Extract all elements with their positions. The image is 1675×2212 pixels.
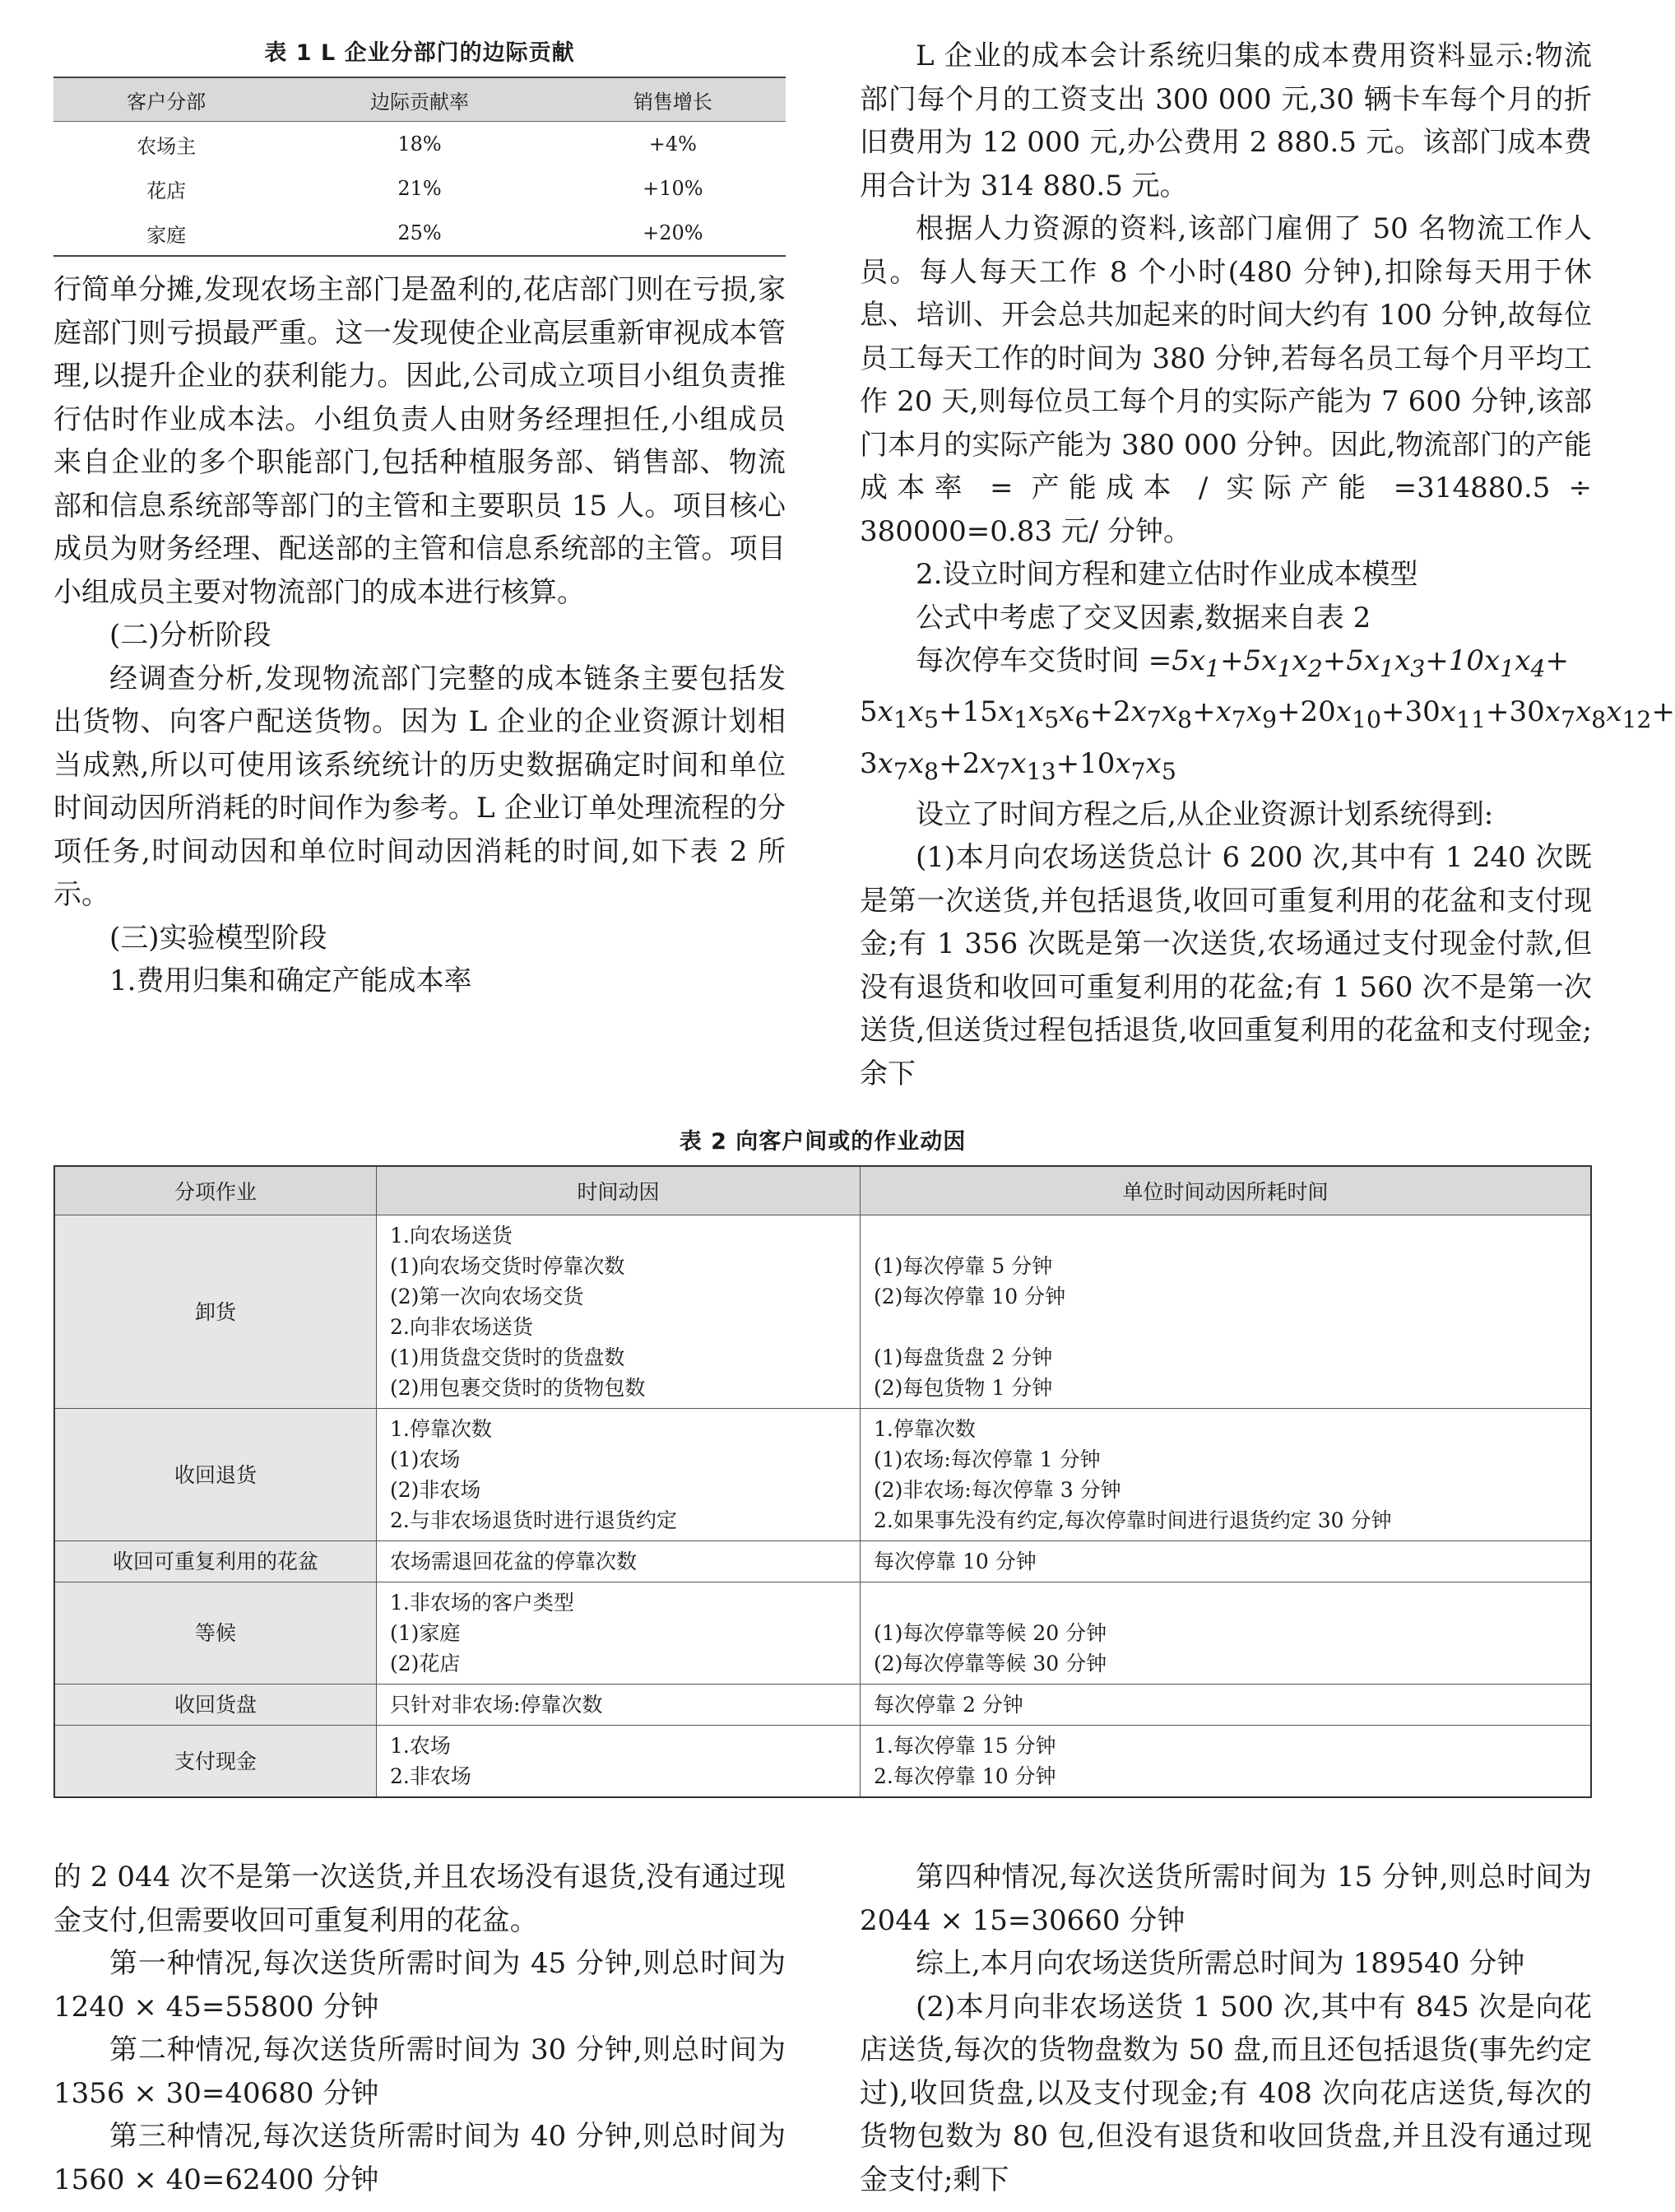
right-column-top (860, 35, 1675, 1095)
table2-time-line: (1)每次停靠 5 分钟 (874, 1254, 1053, 1278)
table1-cell: +4% (648, 132, 697, 156)
table2-time-cell (861, 1409, 1592, 1541)
equation-label: 每次停车交货时间 = (916, 644, 1172, 677)
body-paragraph: 公式中考虑了交叉因素,数据来自表 2 (916, 601, 1371, 634)
table1 (53, 77, 786, 257)
body-paragraph: 综上,本月向农场送货所需总时间为 189540 分钟 (916, 1947, 1525, 1980)
table2-driver-line: (1)向农场交货时停靠次数 (390, 1254, 625, 1278)
body-paragraph: L 企业的成本会计系统归集的成本费用资料显示:物流部门每个月的工资支出 300 000 元,30 辆卡车每个月的折旧费用为 12 000 元,办公费用 2 880.5 元。该部门成本费用合计为 314 880.5 元。 (860, 40, 1592, 202)
table2-time-line (874, 1587, 1577, 1618)
table1-cell: 花店 (146, 179, 187, 202)
table2-driver-cell (377, 1726, 861, 1798)
table1-cell: 21% (397, 177, 442, 200)
table2-time-line: 1.停靠次数 (874, 1417, 976, 1441)
table2-time-cell (861, 1685, 1592, 1726)
table-row (54, 1685, 1591, 1726)
section-heading: (二)分析阶段 (109, 619, 271, 652)
table-row (54, 1582, 1591, 1685)
table-row (54, 1726, 1591, 1798)
table1-header-cell: 销售增长 (560, 77, 786, 122)
table2-time-cell (861, 1582, 1592, 1685)
table2-driver-line: (2)非农场 (390, 1478, 481, 1502)
table2-driver-line: 2.与非农场退货时进行退货约定 (390, 1508, 677, 1532)
table-row (53, 122, 786, 167)
table1-cell: 25% (279, 211, 559, 256)
equation-terms-3: $3x_7x_8+2x_7x_{13}+10x_7x_5$ (860, 746, 1176, 785)
table2-driver-line: 农场需退回花盆的停靠次数 (390, 1550, 638, 1573)
table2-driver-line: 1.非农场的客户类型 (390, 1591, 574, 1615)
body-paragraph: 第三种情况,每次送货所需时间为 40 分钟,则总时间为 1560 × 40=62400 分钟 (53, 2120, 786, 2196)
table2-driver-line: (2)用包裹交货时的货物包数 (390, 1376, 646, 1400)
equation-terms-2: $5x_1x_5+15x_1x_5x_6+2x_7x_8+x_7x_9+20x_{10}+30x_{11}+30x_7x_8x_{12}+$ (860, 695, 1675, 734)
body-paragraph: 行简单分摊,发现农场主部门是盈利的,花店部门则在亏损,家庭部门则亏损最严重。这一发现使企业高层重新审视成本管理,以提升企业的获利能力。因此,公司成立项目小组负责推行估时作业成本法。小组负责人由财务经理担任,小组成员来自企业的多个职能部门,包括种植服务部、销售部、物流部和信息系统部等部门的主管和主要职员 15 人。项目核心成员为财务经理、配送部的主管和信息系统部的主管。项目小组成员主要对物流部门的成本进行核算。 (53, 273, 786, 609)
table2-driver-cell (377, 1685, 861, 1726)
table2-time-line: 2.每次停靠 10 分钟 (874, 1764, 1056, 1788)
table2-driver-line: (1)用货盘交货时的货盘数 (390, 1345, 625, 1369)
table2-time-line: (2)非农场:每次停靠 3 分钟 (874, 1478, 1121, 1502)
body-paragraph: 第一种情况,每次送货所需时间为 45 分钟,则总时间为 1240 × 45=55800 分钟 (53, 1947, 786, 2024)
table2-driver-line: (2)花店 (390, 1652, 461, 1675)
subsection-heading: 2.设立时间方程和建立估时作业成本模型 (916, 558, 1418, 591)
left-column-top (53, 35, 786, 1003)
table2-time-line: 每次停靠 10 分钟 (874, 1550, 1037, 1573)
table2-driver-line: 只针对非农场:停靠次数 (390, 1693, 603, 1717)
body-paragraph: 第四种情况,每次送货所需时间为 15 分钟,则总时间为 2044 × 15=30660 分钟 (860, 1861, 1592, 1937)
table2-driver-line: 1.停靠次数 (390, 1417, 492, 1441)
table1-cell: 家庭 (53, 211, 279, 256)
table2-time-line: 1.每次停靠 15 分钟 (874, 1734, 1056, 1758)
table2-time-line: (1)农场:每次停靠 1 分钟 (874, 1448, 1101, 1471)
table2-driver-cell (377, 1582, 861, 1685)
table-row (54, 1215, 1591, 1409)
body-paragraph: 根据人力资源的资料,该部门雇佣了 50 名物流工作人员。每人每天工作 8 个小时(480 分钟),扣除每天用于休息、培训、开会总共加起来的时间大约有 100 分钟,故每位员工每天工作的时间为 380 分钟,若每名员工每个月平均工作 20 天,则每位员工每个月的实际产能为 7 600 分钟,该部门本月的实际产能为 380 000 分钟。因此,物流部门的产能成本率 = 产能成本 / 实际产能 =314880.5 ÷ 380000=0.83 元/ 分钟。 (860, 212, 1592, 548)
table1-cell: +10% (643, 177, 703, 200)
body-paragraph: 设立了时间方程之后,从企业资源计划系统得到: (916, 797, 1494, 831)
table2-header-row (54, 1166, 1591, 1215)
table2-driver-line: (1)农场 (390, 1448, 461, 1471)
table2-driver-line: 2.非农场 (390, 1764, 471, 1788)
table2-driver-line: (1)家庭 (390, 1621, 461, 1645)
table-row (53, 166, 786, 211)
body-paragraph: 第二种情况,每次送货所需时间为 30 分钟,则总时间为 1356 × 30=40680 分钟 (53, 2033, 786, 2110)
table1-cell: +20% (560, 211, 786, 256)
table2-time-line: (1)每盘货盘 2 分钟 (874, 1345, 1053, 1369)
left-column-bottom (53, 1856, 786, 2201)
table-row (54, 1409, 1591, 1541)
table2-activity-cell: 收回货盘 (54, 1685, 377, 1726)
table2-driver-cell (377, 1541, 861, 1582)
table1-header-cell: 边际贡献率 (279, 77, 559, 122)
table2-activity-cell: 收回退货 (54, 1409, 377, 1541)
table2-header-cell: 时间动因 (377, 1166, 861, 1215)
table-row (54, 1541, 1591, 1582)
right-column-bottom (860, 1856, 1592, 2201)
body-paragraph: 的 2 044 次不是第一次送货,并且农场没有退货,没有通过现金支付,但需要收回可重复利用的花盆。 (53, 1861, 786, 1937)
table2-time-line: (2)每包货物 1 分钟 (874, 1376, 1053, 1400)
section-heading: (三)实验模型阶段 (109, 921, 327, 955)
table2-activity-cell: 卸货 (54, 1215, 377, 1409)
table2-time-line (874, 1312, 1577, 1342)
table2-header-cell: 分项作业 (54, 1166, 377, 1215)
body-paragraph: (2)本月向非农场送货 1 500 次,其中有 845 次是向花店送货,每次的货物盘数为 50 盘,而且还包括退货(事先约定过),收回货盘,以及支付现金;有 408 次向花店送货,每次的货物包数为 80 包,但没有退货和收回货盘,并且没有通过现金支付;剩下 (860, 1990, 1592, 2196)
table2-driver-line: (2)第一次向农场交货 (390, 1285, 584, 1308)
table1-cell: 18% (397, 132, 442, 156)
table2-time-line: (1)每次停靠等候 20 分钟 (874, 1621, 1107, 1645)
table2-time-cell (861, 1541, 1592, 1582)
table2-body (54, 1215, 1591, 1798)
equation-terms-1: $5x_1+5x_1x_2+5x_1x_3+10x_1x_4+$ (1172, 644, 1569, 682)
table-row (53, 211, 786, 256)
table2-time-line: 2.如果事先没有约定,每次停靠时间进行退货约定 30 分钟 (874, 1508, 1392, 1532)
table2-time-cell (861, 1726, 1592, 1798)
table2-time-line: (2)每次停靠等候 30 分钟 (874, 1652, 1107, 1675)
table2-time-cell (861, 1215, 1592, 1409)
table1-title: 表 1 L 企业分部门的边际贡献 (264, 40, 575, 66)
table2-activity-cell: 收回可重复利用的花盆 (54, 1541, 377, 1582)
table2-title: 表 2 向客户间或的作业动因 (679, 1129, 967, 1155)
body-paragraph: 经调查分析,发现物流部门完整的成本链条主要包括发出货物、向客户配送货物。因为 L 企业的企业资源计划相当成熟,所以可使用该系统统计的历史数据确定时间和单位时间动因所消耗的时间作为参考。L 企业订单处理流程的分项任务,时间动因和单位时间动因消耗的时间,如下表 2 所示。 (53, 662, 786, 911)
table2-header-cell: 单位时间动因所耗时间 (861, 1166, 1592, 1215)
table2-activity-cell: 等候 (54, 1582, 377, 1685)
time-equation (860, 639, 1592, 690)
table2-driver-line: 1.农场 (390, 1734, 451, 1758)
subsection-heading: 1.费用归集和确定产能成本率 (109, 964, 472, 997)
table1-header-row (53, 77, 786, 122)
table2-time-line (874, 1220, 1577, 1251)
table2-activity-cell: 支付现金 (54, 1726, 377, 1798)
table2-driver-cell (377, 1215, 861, 1409)
table2-time-line: 每次停靠 2 分钟 (874, 1693, 1023, 1717)
table2-driver-cell (377, 1409, 861, 1541)
table1-cell: 农场主 (137, 134, 197, 158)
table2-driver-line: 2.向非农场送货 (390, 1315, 533, 1339)
table2-driver-line: 1.向农场送货 (390, 1224, 513, 1248)
body-paragraph: (1)本月向农场送货总计 6 200 次,其中有 1 240 次既是第一次送货,并包括退货,收回可重复利用的花盆和支付现金;有 1 356 次既是第一次送货,农场通过支付现金付款,但没有退货和收回可重复利用的花盆;有 1 560 次不是第一次送货,但送货过程包括退货,收回重复利用的花盆和支付现金;余下 (860, 841, 1592, 1090)
table2-container (53, 1123, 1592, 1798)
table1-header-cell: 客户分部 (53, 77, 279, 122)
table2-time-line: (2)每次停靠 10 分钟 (874, 1285, 1066, 1308)
table2 (53, 1165, 1592, 1798)
